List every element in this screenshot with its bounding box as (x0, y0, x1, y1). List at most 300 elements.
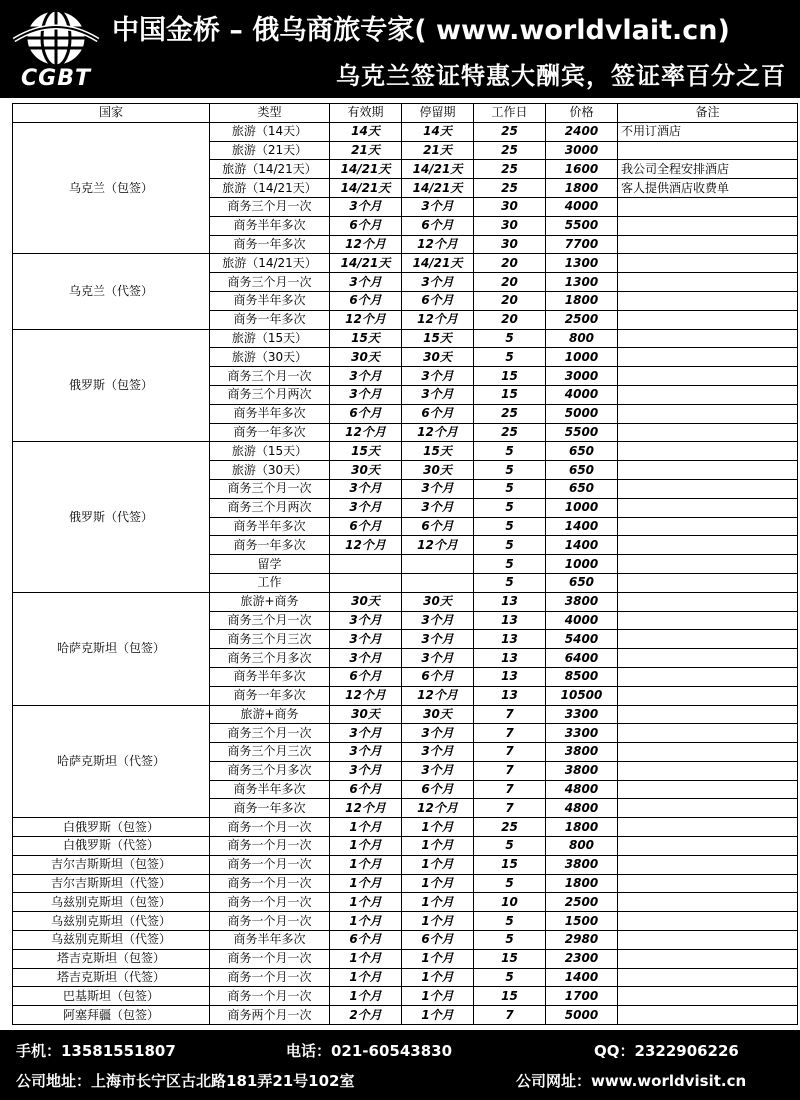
note-cell: 客人提供酒店收费单 (618, 179, 798, 198)
table-row (13, 122, 798, 141)
visa-type-cell: 商务一个月一次 (210, 987, 330, 1006)
note-cell (618, 479, 798, 498)
price-cell: 1300 (546, 273, 618, 292)
country-cell: 哈萨克斯坦（包签） (13, 592, 210, 705)
stay-cell: 14/21天 (402, 254, 474, 273)
visa-type-cell: 旅游（14/21天） (210, 254, 330, 273)
stay-cell: 6个月 (402, 291, 474, 310)
visa-type-cell: 商务一年多次 (210, 799, 330, 818)
visa-type-cell: 商务三个月一次 (210, 367, 330, 386)
stay-cell: 3个月 (402, 724, 474, 743)
note-cell (618, 517, 798, 536)
stay-cell: 6个月 (402, 517, 474, 536)
note-cell (618, 592, 798, 611)
table-header-row (13, 104, 798, 123)
validity-cell: 12个月 (330, 536, 402, 555)
validity-cell: 6个月 (330, 216, 402, 235)
validity-cell: 3个月 (330, 611, 402, 630)
price-cell: 1300 (546, 254, 618, 273)
country-cell: 塔吉克斯坦（包签） (13, 949, 210, 968)
visa-type-cell: 工作 (210, 573, 330, 592)
price-cell: 4800 (546, 780, 618, 799)
cgbt-logo (8, 6, 104, 94)
table-row (13, 592, 798, 611)
note-cell (618, 649, 798, 668)
validity-cell: 1个月 (330, 837, 402, 856)
workdays-cell: 15 (474, 949, 546, 968)
stay-cell: 15天 (402, 442, 474, 461)
table-row (13, 705, 798, 724)
note-cell (618, 686, 798, 705)
price-cell: 3800 (546, 592, 618, 611)
price-cell: 10500 (546, 686, 618, 705)
validity-cell: 6个月 (330, 667, 402, 686)
stay-cell: 3个月 (402, 479, 474, 498)
note-cell (618, 761, 798, 780)
visa-type-cell: 商务一个月一次 (210, 968, 330, 987)
stay-cell (402, 555, 474, 574)
note-cell: 我公司全程安排酒店 (618, 160, 798, 179)
visa-type-cell: 旅游（14/21天） (210, 179, 330, 198)
workdays-cell: 13 (474, 649, 546, 668)
workdays-cell: 30 (474, 216, 546, 235)
note-cell (618, 874, 798, 893)
note-cell (618, 461, 798, 480)
stay-cell: 12个月 (402, 686, 474, 705)
price-cell: 1400 (546, 536, 618, 555)
qq-number: QQ：2322906226 (594, 1042, 739, 1060)
price-cell: 1800 (546, 818, 618, 837)
price-cell: 650 (546, 573, 618, 592)
workdays-cell: 5 (474, 517, 546, 536)
logo-text: CGBT (21, 66, 91, 91)
stay-cell: 3个月 (402, 273, 474, 292)
visa-type-cell: 商务三个月一次 (210, 479, 330, 498)
visa-type-cell: 商务三个月两次 (210, 385, 330, 404)
price-cell: 3800 (546, 761, 618, 780)
price-cell: 3000 (546, 141, 618, 160)
visa-type-cell: 旅游（30天） (210, 348, 330, 367)
workdays-cell: 13 (474, 592, 546, 611)
note-cell (618, 310, 798, 329)
price-cell: 7700 (546, 235, 618, 254)
workdays-cell: 7 (474, 1006, 546, 1025)
validity-cell: 3个月 (330, 743, 402, 762)
stay-cell: 6个月 (402, 780, 474, 799)
validity-cell: 6个月 (330, 780, 402, 799)
note-cell (618, 235, 798, 254)
table-row (13, 874, 798, 893)
workdays-cell: 7 (474, 724, 546, 743)
stay-cell: 15天 (402, 329, 474, 348)
stay-cell: 6个月 (402, 931, 474, 950)
note-cell (618, 291, 798, 310)
workdays-cell: 5 (474, 348, 546, 367)
validity-cell: 30天 (330, 705, 402, 724)
note-cell (618, 855, 798, 874)
workdays-cell: 25 (474, 141, 546, 160)
note-cell (618, 893, 798, 912)
price-cell: 2300 (546, 949, 618, 968)
table-row (13, 254, 798, 273)
stay-cell: 21天 (402, 141, 474, 160)
table-row (13, 329, 798, 348)
note-cell (618, 724, 798, 743)
country-cell: 乌兹别克斯坦（代签） (13, 931, 210, 950)
promo-subline: 乌克兰签证特惠大酬宾，签证率百分之百 (336, 62, 786, 90)
price-cell: 650 (546, 442, 618, 461)
note-cell (618, 329, 798, 348)
note-cell (618, 536, 798, 555)
workdays-cell: 7 (474, 780, 546, 799)
note-cell (618, 630, 798, 649)
col-header-workdays: 工作日 (474, 104, 546, 123)
country-cell: 乌克兰（代签） (13, 254, 210, 329)
price-cell: 1700 (546, 987, 618, 1006)
note-cell (618, 197, 798, 216)
visa-type-cell: 旅游（15天） (210, 329, 330, 348)
note-cell (618, 837, 798, 856)
visa-type-cell: 留学 (210, 555, 330, 574)
stay-cell: 3个月 (402, 367, 474, 386)
validity-cell: 1个月 (330, 968, 402, 987)
visa-type-cell: 商务三个月一次 (210, 197, 330, 216)
validity-cell: 1个月 (330, 818, 402, 837)
note-cell (618, 385, 798, 404)
workdays-cell: 7 (474, 761, 546, 780)
visa-type-cell: 商务半年多次 (210, 780, 330, 799)
validity-cell: 3个月 (330, 385, 402, 404)
visa-type-cell: 商务一个月一次 (210, 912, 330, 931)
price-cell: 5500 (546, 423, 618, 442)
visa-type-cell: 商务半年多次 (210, 404, 330, 423)
workdays-cell: 25 (474, 179, 546, 198)
price-cell: 1800 (546, 874, 618, 893)
table-row (13, 968, 798, 987)
phone-number: 电话：021-60543830 (286, 1042, 453, 1060)
visa-type-cell: 旅游+商务 (210, 705, 330, 724)
note-cell (618, 404, 798, 423)
table-row (13, 987, 798, 1006)
validity-cell: 3个月 (330, 479, 402, 498)
workdays-cell: 15 (474, 385, 546, 404)
note-cell (618, 423, 798, 442)
table-row (13, 855, 798, 874)
workdays-cell: 7 (474, 705, 546, 724)
stay-cell: 3个月 (402, 761, 474, 780)
validity-cell: 30天 (330, 592, 402, 611)
price-cell: 1800 (546, 179, 618, 198)
globe-icon (8, 6, 104, 70)
price-cell: 6400 (546, 649, 618, 668)
table-row (13, 949, 798, 968)
validity-cell: 6个月 (330, 404, 402, 423)
stay-cell: 3个月 (402, 649, 474, 668)
visa-type-cell: 商务一个月一次 (210, 949, 330, 968)
price-cell: 4000 (546, 385, 618, 404)
visa-type-cell: 旅游（30天） (210, 461, 330, 480)
company-address: 公司地址：上海市长宁区古北路181弄21号102室 (16, 1072, 355, 1090)
visa-type-cell: 商务一年多次 (210, 310, 330, 329)
stay-cell: 3个月 (402, 611, 474, 630)
note-cell (618, 216, 798, 235)
country-cell: 俄罗斯（代签） (13, 442, 210, 592)
country-cell: 乌克兰（包签） (13, 122, 210, 254)
note-cell (618, 743, 798, 762)
workdays-cell: 15 (474, 987, 546, 1006)
workdays-cell: 13 (474, 611, 546, 630)
workdays-cell: 7 (474, 799, 546, 818)
workdays-cell: 10 (474, 893, 546, 912)
validity-cell (330, 555, 402, 574)
stay-cell: 1个月 (402, 949, 474, 968)
workdays-cell: 5 (474, 442, 546, 461)
price-cell: 4800 (546, 799, 618, 818)
note-cell (618, 611, 798, 630)
price-cell: 800 (546, 329, 618, 348)
price-cell: 1500 (546, 912, 618, 931)
col-header-price: 价格 (546, 104, 618, 123)
validity-cell: 14天 (330, 122, 402, 141)
country-cell: 吉尔吉斯斯坦（包签） (13, 855, 210, 874)
price-cell: 5000 (546, 404, 618, 423)
stay-cell: 1个月 (402, 874, 474, 893)
validity-cell: 15天 (330, 442, 402, 461)
country-cell: 塔吉克斯坦（代签） (13, 968, 210, 987)
validity-cell: 30天 (330, 348, 402, 367)
col-header-stay: 停留期 (402, 104, 474, 123)
country-cell: 乌兹别克斯坦（代签） (13, 912, 210, 931)
price-cell: 1800 (546, 291, 618, 310)
visa-type-cell: 商务一年多次 (210, 686, 330, 705)
workdays-cell: 5 (474, 874, 546, 893)
table-body (13, 122, 798, 1024)
country-cell: 巴基斯坦（包签） (13, 987, 210, 1006)
visa-type-cell: 商务三个月两次 (210, 498, 330, 517)
validity-cell: 12个月 (330, 423, 402, 442)
table-row (13, 912, 798, 931)
visa-type-cell: 旅游（15天） (210, 442, 330, 461)
note-cell (618, 273, 798, 292)
stay-cell: 30天 (402, 461, 474, 480)
visa-type-cell: 商务三个月一次 (210, 273, 330, 292)
note-cell (618, 667, 798, 686)
country-cell: 白俄罗斯（代签） (13, 837, 210, 856)
stay-cell: 12个月 (402, 799, 474, 818)
country-cell: 俄罗斯（包签） (13, 329, 210, 442)
price-cell: 2980 (546, 931, 618, 950)
validity-cell: 14/21天 (330, 179, 402, 198)
workdays-cell: 20 (474, 310, 546, 329)
workdays-cell: 25 (474, 818, 546, 837)
price-cell: 650 (546, 461, 618, 480)
note-cell (618, 573, 798, 592)
validity-cell: 30天 (330, 461, 402, 480)
note-cell (618, 912, 798, 931)
stay-cell: 1个月 (402, 855, 474, 874)
visa-type-cell: 商务一个月一次 (210, 893, 330, 912)
note-cell: 不用订酒店 (618, 122, 798, 141)
visa-type-cell: 商务三个月一次 (210, 611, 330, 630)
col-header-country: 国家 (13, 104, 210, 123)
workdays-cell: 20 (474, 291, 546, 310)
price-cell: 8500 (546, 667, 618, 686)
stay-cell: 1个月 (402, 818, 474, 837)
stay-cell: 14/21天 (402, 160, 474, 179)
validity-cell: 1个月 (330, 893, 402, 912)
workdays-cell: 5 (474, 329, 546, 348)
stay-cell: 12个月 (402, 536, 474, 555)
workdays-cell: 30 (474, 235, 546, 254)
stay-cell: 1个月 (402, 912, 474, 931)
workdays-cell: 7 (474, 743, 546, 762)
visa-type-cell: 商务三个月一次 (210, 724, 330, 743)
price-cell: 1000 (546, 348, 618, 367)
validity-cell: 12个月 (330, 310, 402, 329)
price-cell: 5500 (546, 216, 618, 235)
company-website[interactable]: 公司网址：www.worldvisit.cn (516, 1072, 747, 1090)
workdays-cell: 25 (474, 423, 546, 442)
price-cell: 1600 (546, 160, 618, 179)
visa-type-cell: 旅游（21天） (210, 141, 330, 160)
validity-cell: 12个月 (330, 799, 402, 818)
visa-type-cell: 旅游+商务 (210, 592, 330, 611)
country-cell: 哈萨克斯坦（代签） (13, 705, 210, 818)
price-cell: 1000 (546, 498, 618, 517)
validity-cell (330, 573, 402, 592)
visa-type-cell: 商务半年多次 (210, 517, 330, 536)
workdays-cell: 25 (474, 404, 546, 423)
price-cell: 3000 (546, 367, 618, 386)
stay-cell: 1个月 (402, 987, 474, 1006)
col-header-type: 类型 (210, 104, 330, 123)
validity-cell: 1个月 (330, 912, 402, 931)
table-row (13, 1006, 798, 1025)
stay-cell: 1个月 (402, 837, 474, 856)
workdays-cell: 5 (474, 536, 546, 555)
note-cell (618, 555, 798, 574)
col-header-notes: 备注 (618, 104, 798, 123)
price-cell: 2500 (546, 310, 618, 329)
workdays-cell: 13 (474, 630, 546, 649)
visa-price-table (12, 103, 798, 1025)
workdays-cell: 5 (474, 555, 546, 574)
price-cell: 5000 (546, 1006, 618, 1025)
table-row (13, 837, 798, 856)
stay-cell: 3个月 (402, 385, 474, 404)
footer-row-2 (16, 1070, 786, 1100)
visa-type-cell: 商务一年多次 (210, 423, 330, 442)
stay-cell: 6个月 (402, 216, 474, 235)
stay-cell: 14天 (402, 122, 474, 141)
visa-type-cell: 商务半年多次 (210, 667, 330, 686)
visa-type-cell: 商务一年多次 (210, 235, 330, 254)
mobile-number: 手机：13581551807 (16, 1042, 176, 1060)
workdays-cell: 5 (474, 931, 546, 950)
validity-cell: 2个月 (330, 1006, 402, 1025)
stay-cell: 30天 (402, 705, 474, 724)
validity-cell: 6个月 (330, 291, 402, 310)
stay-cell: 12个月 (402, 423, 474, 442)
workdays-cell: 5 (474, 498, 546, 517)
visa-type-cell: 商务一个月一次 (210, 855, 330, 874)
price-cell: 4000 (546, 611, 618, 630)
price-cell: 1400 (546, 517, 618, 536)
validity-cell: 3个月 (330, 649, 402, 668)
workdays-cell: 20 (474, 254, 546, 273)
visa-type-cell: 商务两个月一次 (210, 1006, 330, 1025)
validity-cell: 1个月 (330, 874, 402, 893)
validity-cell: 12个月 (330, 686, 402, 705)
country-cell: 吉尔吉斯斯坦（代签） (13, 874, 210, 893)
visa-type-cell: 商务三个月三次 (210, 743, 330, 762)
stay-cell: 3个月 (402, 630, 474, 649)
note-cell (618, 1006, 798, 1025)
price-cell: 3300 (546, 705, 618, 724)
workdays-cell: 5 (474, 461, 546, 480)
validity-cell: 14/21天 (330, 254, 402, 273)
note-cell (618, 818, 798, 837)
note-cell (618, 968, 798, 987)
note-cell (618, 141, 798, 160)
price-cell: 1400 (546, 968, 618, 987)
visa-type-cell: 商务半年多次 (210, 931, 330, 950)
table-row (13, 818, 798, 837)
note-cell (618, 367, 798, 386)
validity-cell: 6个月 (330, 517, 402, 536)
workdays-cell: 5 (474, 479, 546, 498)
validity-cell: 3个月 (330, 273, 402, 292)
note-cell (618, 987, 798, 1006)
visa-type-cell: 商务三个月三次 (210, 630, 330, 649)
price-cell: 4000 (546, 197, 618, 216)
stay-cell: 3个月 (402, 498, 474, 517)
stay-cell: 12个月 (402, 310, 474, 329)
visa-type-cell: 商务一个月一次 (210, 837, 330, 856)
workdays-cell: 25 (474, 122, 546, 141)
stay-cell: 1个月 (402, 893, 474, 912)
stay-cell: 30天 (402, 592, 474, 611)
table-row (13, 893, 798, 912)
table-row (13, 442, 798, 461)
header-banner (0, 0, 800, 98)
stay-cell: 3个月 (402, 197, 474, 216)
visa-type-cell: 商务半年多次 (210, 216, 330, 235)
country-cell: 阿塞拜疆（包签） (13, 1006, 210, 1025)
price-cell: 3300 (546, 724, 618, 743)
note-cell (618, 949, 798, 968)
country-cell: 白俄罗斯（包签） (13, 818, 210, 837)
note-cell (618, 254, 798, 273)
note-cell (618, 498, 798, 517)
note-cell (618, 931, 798, 950)
visa-type-cell: 旅游（14天） (210, 122, 330, 141)
note-cell (618, 780, 798, 799)
validity-cell: 1个月 (330, 949, 402, 968)
validity-cell: 3个月 (330, 498, 402, 517)
price-cell: 3800 (546, 743, 618, 762)
visa-type-cell: 商务一个月一次 (210, 818, 330, 837)
price-cell: 2400 (546, 122, 618, 141)
workdays-cell: 5 (474, 837, 546, 856)
stay-cell: 1个月 (402, 1006, 474, 1025)
workdays-cell: 5 (474, 573, 546, 592)
validity-cell: 3个月 (330, 367, 402, 386)
validity-cell: 3个月 (330, 724, 402, 743)
note-cell (618, 442, 798, 461)
stay-cell: 3个月 (402, 743, 474, 762)
col-header-validity: 有效期 (330, 104, 402, 123)
